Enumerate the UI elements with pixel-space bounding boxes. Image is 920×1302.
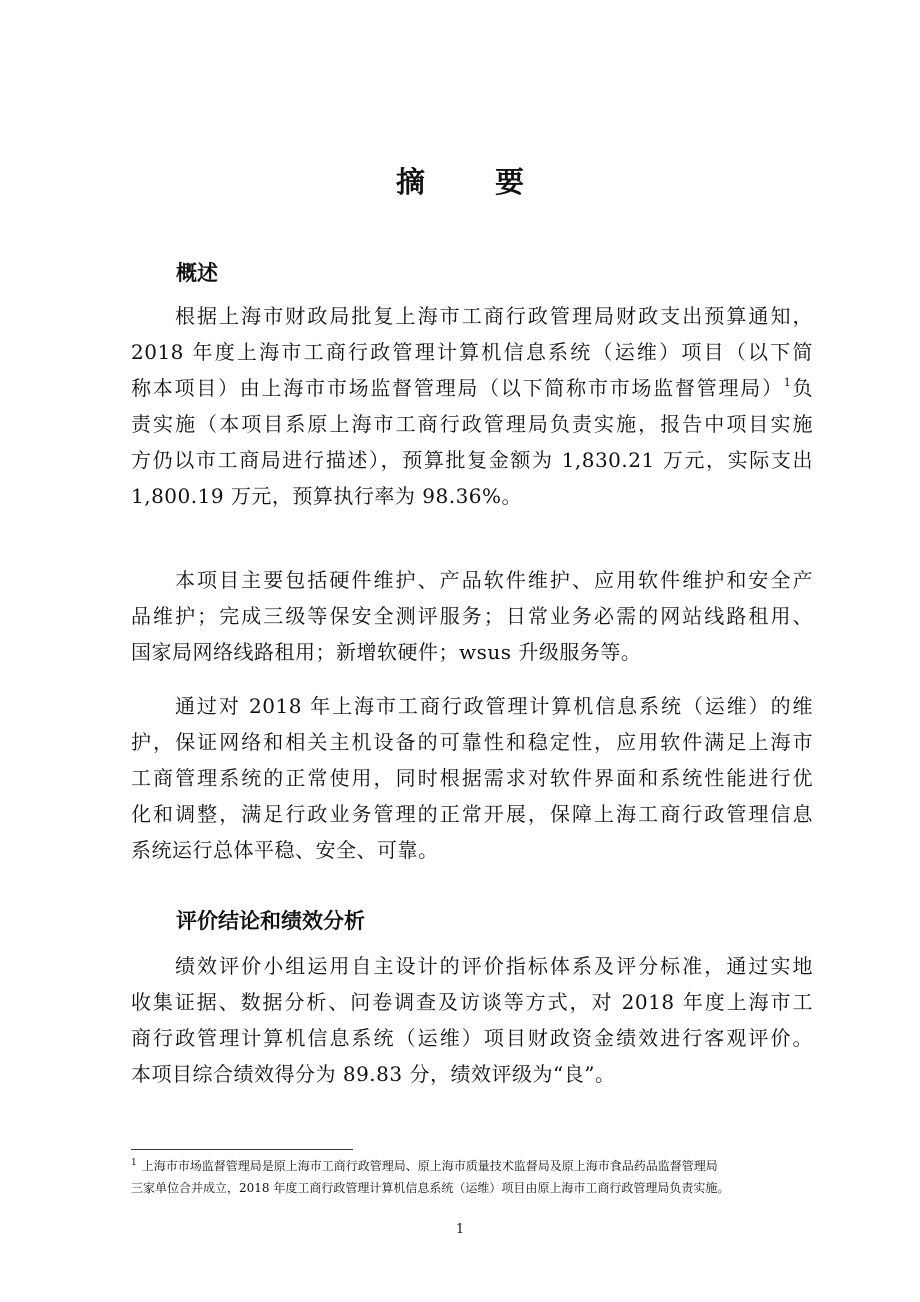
text-line: 国家局网络线路租用；新增软硬件；wsus 升级服务等。 (131, 640, 642, 664)
footnote (131, 1155, 813, 1199)
text-line: 品维护；完成三级等保安全测评服务；日常业务必需的网站线路租用、 (131, 604, 813, 628)
text-line: 收集证据、数据分析、问卷调查及访谈等方式，对 2018 年度上海市工 (131, 990, 813, 1014)
paragraph (131, 298, 813, 514)
text-line: 本项目主要包括硬件维护、产品软件维护、应用软件维护和安全产 (175, 568, 813, 592)
text-line: 通过对 2018 年上海市工商行政管理计算机信息系统（运维）的维 (175, 694, 813, 718)
text-line: 系统运行总体平稳、安全、可靠。 (131, 838, 439, 862)
footnote-line: 三家单位合并成立，2018 年度工商行政管理计算机信息系统（运维）项目由原上海市工商行政管理局负责实施。 (131, 1181, 730, 1195)
text-line: 化和调整，满足行政业务管理的正常开展，保障上海工商行政管理信息 (131, 802, 813, 826)
footnote-mark: 1 (131, 1158, 137, 1168)
footnote-divider (131, 1149, 353, 1150)
text-line: 护，保证网络和相关主机设备的可靠性和稳定性，应用软件满足上海市 (131, 730, 813, 754)
page-number: 1 (455, 1222, 465, 1237)
text-line: 商行政管理计算机信息系统（运维）项目财政资金绩效进行客观评价。 (131, 1026, 813, 1050)
footnote-text: 上海市市场监督管理局是原上海市工商行政管理局、原上海市质量技术监督局及原上海市食品药品监督管理局 (141, 1159, 718, 1173)
text-line: 本项目综合绩效得分为 89.83 分，绩效评级为“良”。 (131, 1062, 616, 1086)
text-line: 2018 年度上海市工商行政管理计算机信息系统（运维）项目（以下简 (131, 340, 813, 364)
paragraph (131, 562, 813, 670)
text-line: 1,800.19 万元，预算执行率为 98.36%。 (131, 484, 523, 508)
paragraph (131, 688, 813, 868)
section-heading-evaluation: 评价结论和绩效分析 (176, 909, 365, 933)
page-title: 摘 要 (395, 165, 555, 199)
footnote-line (131, 1155, 813, 1177)
section-heading-overview: 概述 (176, 261, 218, 285)
paragraph (131, 948, 813, 1092)
text-line (131, 370, 813, 406)
text-line: 方仍以市工商局进行描述），预算批复金额为 1,830.21 万元，实际支出 (131, 448, 813, 472)
text-line: 根据上海市财政局批复上海市工商行政管理局财政支出预算通知， (175, 304, 813, 328)
text-line: 工商管理系统的正常使用，同时根据需求对软件界面和系统性能进行优 (131, 766, 813, 790)
text-line: 绩效评价小组运用自主设计的评价指标体系及评分标准，通过实地 (175, 954, 813, 978)
text-fragment: 负 (791, 376, 814, 400)
footnote-reference[interactable]: 1 (783, 376, 792, 389)
text-line: 责实施（本项目系原上海市工商行政管理局负责实施，报告中项目实施 (131, 412, 813, 436)
text-fragment: 称本项目）由上海市市场监督管理局（以下简称市市场监督管理局） (131, 376, 784, 400)
